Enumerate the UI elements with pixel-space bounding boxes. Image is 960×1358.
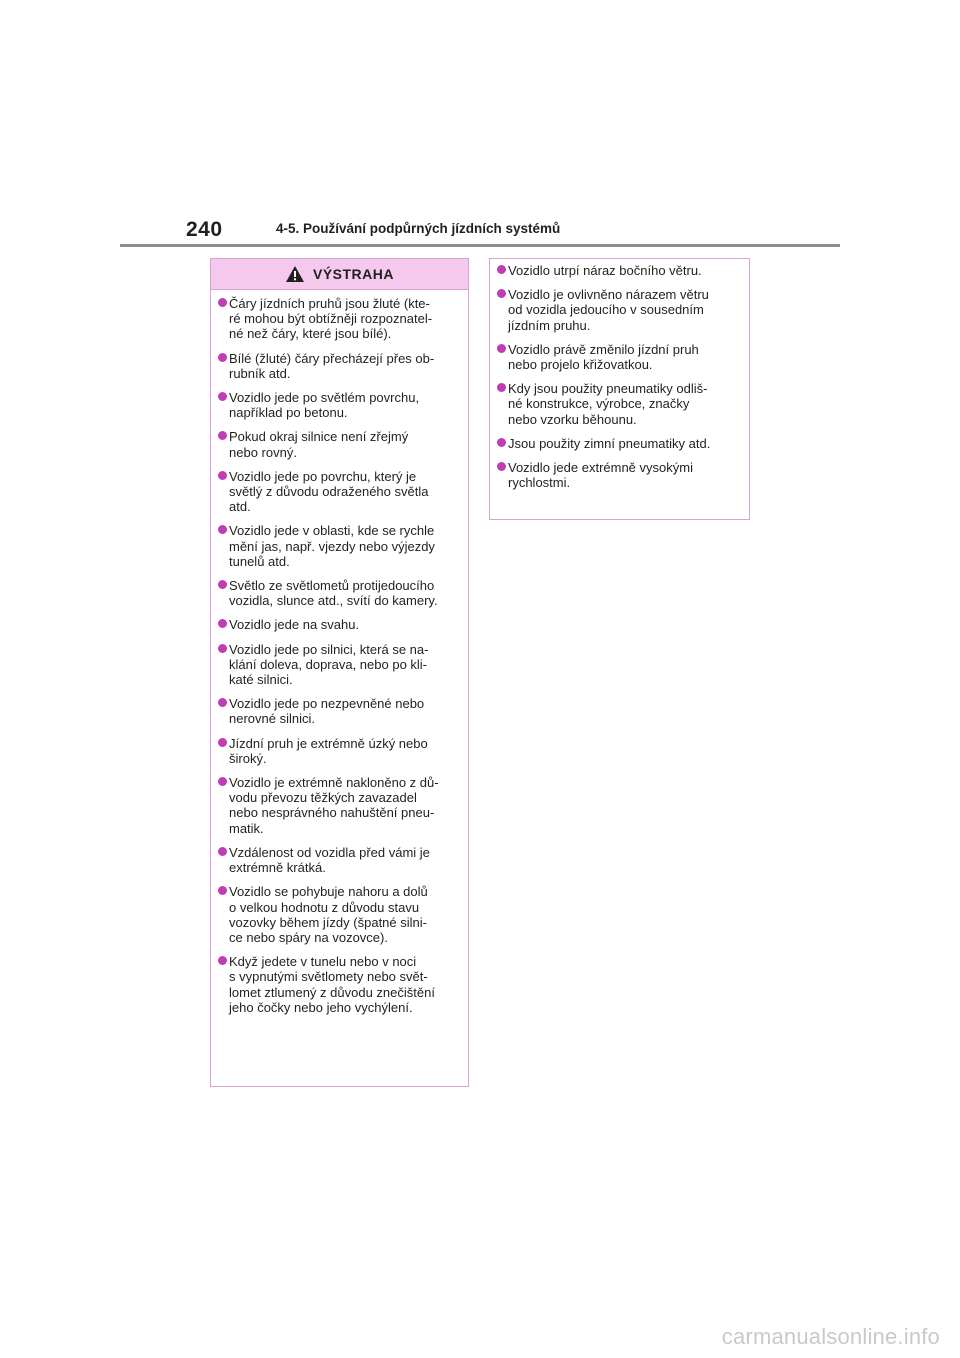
list-item — [218, 954, 462, 1015]
list-item — [497, 263, 743, 278]
bullet-icon — [218, 886, 227, 895]
bullet-icon — [218, 956, 227, 965]
list-item-text: Jsou použity zimní pneumatiky atd. — [508, 435, 711, 451]
warning-box-continued — [489, 258, 750, 520]
bullet-icon — [497, 462, 506, 471]
bullet-icon — [497, 289, 506, 298]
list-item-text: Vozidlo jede v oblasti, kde se rychle mění jas, např. vjezdy nebo výjezdy tunelů atd. — [229, 523, 435, 569]
header-rule — [120, 244, 840, 247]
bullet-icon — [218, 847, 227, 856]
warning-triangle-icon — [285, 265, 305, 283]
warning-list-right — [490, 259, 749, 490]
list-item-text: Vozidlo jede na svahu. — [229, 617, 360, 633]
list-item-text: Vozidlo jede po nezpevněné nebo nerovné silnici. — [229, 696, 425, 727]
bullet-icon — [218, 392, 227, 401]
list-item — [218, 775, 462, 836]
page-number: 240 — [186, 218, 223, 241]
bullet-icon — [218, 525, 227, 534]
warning-box — [210, 258, 469, 1087]
list-item-text: Vozidlo jede po povrchu, který je světlý z důvodu odraženého světla atd. — [229, 468, 429, 515]
footer-watermark: carmanualsonline.info — [721, 1324, 940, 1349]
warning-header — [211, 259, 468, 290]
list-item — [218, 429, 462, 459]
list-item — [218, 884, 462, 945]
list-item-text: Vozidlo právě změnilo jízdní pruh nebo projelo křižovatkou. — [508, 341, 699, 373]
page-header — [120, 214, 840, 248]
bullet-icon — [497, 344, 506, 353]
bullet-icon — [218, 580, 227, 589]
list-item-text: Pokud okraj silnice není zřejmý nebo rovný. — [229, 429, 409, 460]
list-item — [218, 469, 462, 515]
list-item — [497, 381, 743, 427]
list-item-text: Vzdálenost od vozidla před vámi je extrémně krátká. — [229, 844, 430, 876]
list-item-text: Vozidlo se pohybuje nahoru a dolů o velkou hodnotu z důvodu stavu vozovky během jízdy (špatné silni- ce nebo spáry na vozovce). — [229, 884, 428, 945]
list-item — [218, 523, 462, 569]
list-item — [218, 390, 462, 420]
warning-title: VÝSTRAHA — [312, 266, 394, 282]
list-item-text: Jízdní pruh je extrémně úzký nebo široký. — [229, 735, 428, 766]
list-item — [218, 845, 462, 875]
list-item — [218, 351, 462, 381]
list-item-text: Vozidlo utrpí náraz bočního větru. — [508, 263, 702, 278]
bullet-icon — [497, 438, 506, 447]
bullet-icon — [218, 298, 227, 307]
bullet-icon — [218, 777, 227, 786]
list-item — [218, 642, 462, 688]
bullet-icon — [218, 431, 227, 440]
list-item-text: Vozidlo jede extrémně vysokými rychlostmi. — [508, 460, 693, 491]
bullet-icon — [218, 738, 227, 747]
list-item-text: Kdy jsou použity pneumatiky odliš- né konstrukce, výrobce, značky nebo vzorku běhounu. — [508, 381, 708, 427]
bullet-icon — [218, 471, 227, 480]
list-item — [497, 342, 743, 372]
list-item-text: Čáry jízdních pruhů jsou žluté (kte- ré mohou být obtížněji rozpoznatel- né než čáry, které jsou bílé). — [229, 296, 433, 342]
list-item — [218, 736, 462, 766]
section-title: 4-5. Používání podpůrných jízdních systémů — [276, 221, 561, 236]
list-item-text: Bílé (žluté) čáry přecházejí přes ob- rubník atd. — [229, 350, 435, 381]
bullet-icon — [218, 619, 227, 628]
warning-list-left — [211, 290, 468, 1015]
list-item-text: Vozidlo je extrémně nakloněno z dů- vodu převozu těžkých zavazadel nebo nesprávného nahuštění pneu- matik. — [229, 775, 439, 836]
list-item — [497, 460, 743, 490]
list-item — [497, 436, 743, 451]
bullet-icon — [497, 265, 506, 274]
list-item-text: Vozidlo jede po světlém povrchu, například po betonu. — [229, 390, 420, 421]
list-item-text: Světlo ze světlometů protijedoucího vozidla, slunce atd., svítí do kamery. — [229, 578, 438, 609]
list-item — [218, 617, 462, 632]
list-item-text: Když jedete v tunelu nebo v noci s vypnutými světlomety nebo svět- lomet ztlumený z důvodu znečištění jeho čočky nebo jeho vychýlení. — [229, 954, 435, 1015]
list-item — [497, 287, 743, 333]
list-item-text: Vozidlo jede po silnici, která se na- klání doleva, doprava, nebo po kli- katé silnici. — [229, 641, 429, 688]
bullet-icon — [497, 383, 506, 392]
list-item — [218, 578, 462, 608]
bullet-icon — [218, 698, 227, 707]
bullet-icon — [218, 353, 227, 362]
list-item-text: Vozidlo je ovlivněno nárazem větru od vozidla jedoucího v sousedním jízdním pruhu. — [508, 287, 709, 333]
list-item — [218, 296, 462, 342]
bullet-icon — [218, 644, 227, 653]
list-item — [218, 696, 462, 726]
